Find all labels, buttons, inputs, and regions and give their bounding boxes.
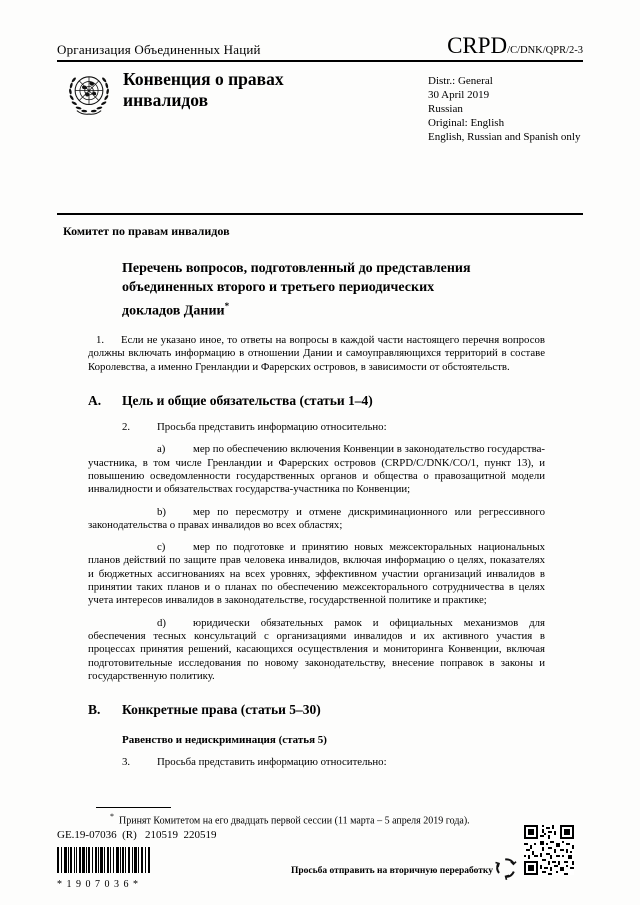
ge-document-number: GE.19-07036 (R) 210519 220519 (57, 829, 217, 841)
subitem-d (88, 617, 545, 683)
subitem-label: c) (157, 541, 166, 554)
footnote (96, 812, 548, 826)
section-letter: B. (88, 702, 101, 718)
masthead-title (123, 69, 284, 111)
document-symbol-suffix: /C/DNK/QPR/2-3 (507, 45, 583, 56)
barcode-number: *1907036* (57, 879, 143, 890)
masthead-title-line1: Конвенция о правах (123, 69, 284, 89)
subitem-text: юридически обязательных рамок и официальных механизмов для обеспечения тесных консультаций с организациями инвалидов и их активного участия в процессах принятия решений, касающихся осуществления и мониторинга Конвенции, включая подготовительные исследования по новому законодательству, внесение поправок в законы и государственную политику. (88, 616, 545, 682)
paragraph-text: Просьба представить информацию относительно: (157, 421, 387, 434)
document-title-line1: Перечень вопросов, подготовленный до представления (122, 261, 471, 276)
distr-line: Russian (428, 102, 463, 115)
section-a-heading (88, 392, 583, 409)
distr-line: Original: English (428, 116, 505, 129)
section-b-heading (88, 701, 583, 718)
header-rule-top (57, 60, 583, 62)
document-symbol-main: CRPD (447, 33, 508, 58)
paragraph-number: 3. (122, 756, 131, 769)
subitem-text: мер по подготовке и принятию новых межсекторальных национальных планов действий по защите прав человека инвалидов, включая информацию о целях, показателях и бюджетных ассигнованиях на всех уровнях, эффективном участии организаций инвалидов в принятии таких планов и о планах по обеспечению межсекторального сотрудничества в целях учета интересов инвалидов в законодательстве, государственной политике и практике; (88, 541, 545, 607)
footnote-text: Принят Комитетом на его двадцать первой сессии (11 марта – 5 апреля 2019 года). (119, 815, 470, 827)
footnote-mark: * (110, 812, 114, 821)
footnote-reference: * (224, 301, 230, 311)
document-title-line3: докладов Дании* (122, 301, 230, 319)
org-name: Организация Объединенных Наций (57, 42, 261, 57)
recycle-note: Просьба отправить на вторичную переработку (291, 866, 493, 876)
paragraph-number: 2. (122, 421, 131, 434)
masthead-title-line2: инвалидов (123, 90, 209, 110)
subitem-a (88, 443, 545, 496)
recycle-icon (494, 855, 518, 881)
subitem-label: b) (157, 505, 166, 518)
paragraph-3 (88, 756, 545, 769)
document-title-line2: объединенных второго и третьего периодических (122, 279, 435, 295)
footnote-rule (96, 807, 171, 808)
subitem-label: a) (157, 443, 166, 456)
header-rule-bottom (57, 213, 583, 215)
section-letter: A. (88, 393, 102, 409)
paragraph-number: 1. (96, 334, 105, 347)
barcode-icon (57, 847, 151, 873)
distr-line: Distr.: General (428, 75, 493, 87)
distr-line: 30 April 2019 (428, 88, 490, 101)
un-emblem-icon (63, 69, 115, 121)
distribution-block (428, 75, 580, 145)
committee-name: Комитет по правам инвалидов (63, 224, 230, 238)
masthead (57, 69, 583, 157)
section-title: Конкретные права (статьи 5–30) (122, 702, 321, 718)
paragraph-1 (88, 334, 545, 374)
document-title (122, 260, 583, 321)
paragraph-text: Если не указано иное, то ответы на вопросы в каждой части настоящего перечня вопросов должны включать информацию в отношении Дании и самоуправляющихся территорий в составе Королевства, а именно Гренландии и Фарерских островов, в зависимости от обстоятельств. (88, 334, 545, 373)
distr-line: English, Russian and Spanish only (428, 130, 581, 143)
subitem-label: d) (157, 616, 166, 629)
subitem-text: мер по обеспечению включения Конвенции в законодательство государства-участника, в том числе Гренландии и Фарерских островов (CRPD/C/DNK/CO/1, пункт 13), и повышению осведомленности государственных органов и общества о правозащитной модели инвалидности и обязательствах государства-участника по Конвенции; (88, 443, 545, 496)
paragraph-2 (88, 421, 545, 434)
paragraph-text: Просьба представить информацию относительно: (157, 756, 387, 769)
subitem-b (88, 506, 545, 533)
subheading-equality: Равенство и недискриминация (статья 5) (122, 734, 327, 747)
subitem-text: мер по пересмотру и отмене дискриминационного или регрессивного законодательства о правах инвалидов во всех областях; (88, 505, 545, 531)
subitem-c (88, 541, 545, 607)
page-header (57, 33, 583, 58)
qr-code-icon (524, 824, 574, 876)
section-title: Цель и общие обязательства (статьи 1–4) (122, 393, 373, 409)
document-symbol (447, 35, 583, 58)
barcode-block (57, 847, 151, 890)
